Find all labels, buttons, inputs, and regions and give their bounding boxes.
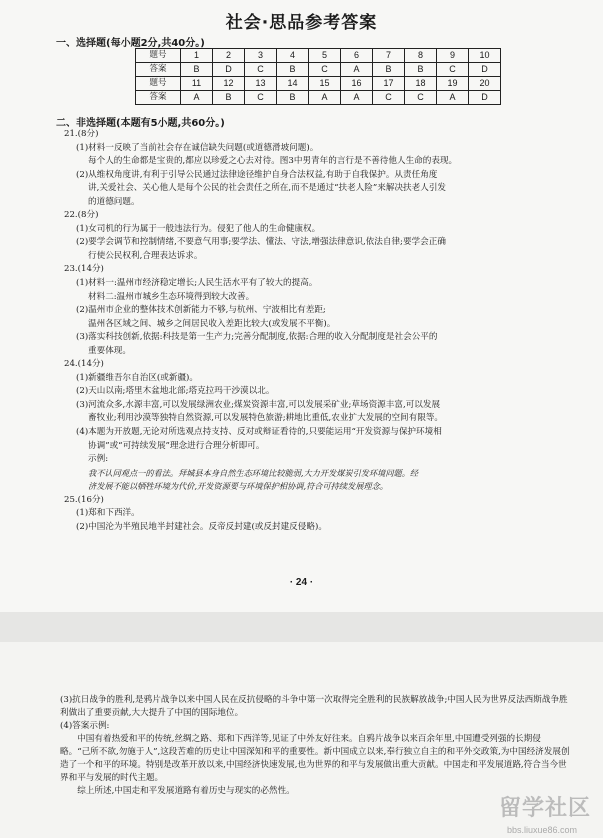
answer-line: (4)答案示例: (60, 721, 110, 731)
answer-line: (2)温州市企业的整体技术创新能力不够,与杭州、宁波相比有差距; (76, 305, 326, 316)
question-number: 21.(8分) (64, 129, 99, 139)
answer-table-cell: 20 (469, 77, 501, 91)
section-heading-choice: 一、选择题(每小题2分,共40分。) (56, 38, 205, 49)
answer-table-cell: 4 (277, 49, 309, 63)
answer-line: (2)天山以南;塔里木盆地北部;塔克拉玛干沙漠以北。 (76, 386, 275, 397)
answer-line: 重要体现。 (88, 345, 131, 356)
answer-line: (3)河流众多,水源丰富,可以发展绿洲农业;煤炭资源丰富,可以发展采矿业;草场资源丰富,可以发展 (76, 399, 441, 410)
answer-table-cell: A (309, 91, 341, 105)
answer-page-25-fragment (0, 642, 603, 838)
watermark-logo: 留学社区 (498, 796, 591, 821)
answer-table-cell: 8 (405, 49, 437, 63)
answer-table-cell: D (469, 63, 501, 77)
answer-table-cell: B (277, 63, 309, 77)
answer-line: (4)本题为开放题,无论对所选观点持支持、反对或辩证看待的,只要能运用“开发资源与保护环境相 (76, 427, 442, 438)
question-number: 23.(14分) (64, 264, 104, 275)
answer-table-cell: A (437, 91, 469, 105)
answer-line: 的道德问题。 (88, 196, 140, 207)
answer-line: (3)抗日战争的胜利,是鸦片战争以来中国人民在反抗侵略的斗争中第一次取得完全胜利的民族解放战争;中国人民为世界反法西斯战争胜利做出了重要贡献,大大提升了中国的国际地位。 (60, 695, 568, 718)
answer-line: 综上所述,中国走和平发展道路有着历史与现实的必然性。 (77, 786, 295, 796)
answer-table-cell: 12 (213, 77, 245, 91)
answer-body (64, 128, 564, 534)
answer-line: (1)材料一:温州市经济稳定增长;人民生活水平有了较大的提高。 (76, 278, 318, 289)
answer-table-cell: C (309, 63, 341, 77)
answer-table-row-label: 答案 (136, 63, 181, 77)
answer-table-row-label: 题号 (136, 77, 181, 91)
answer-table-row-label: 题号 (136, 49, 181, 63)
answer-line: 中国有着热爱和平的传统,丝绸之路、郑和下西洋等,见证了中外友好往来。自鸦片战争以来百余年里,中国遭受列强的长期侵略。“己所不欲,勿施于人”,这段苦难的历史让中国深知和平的重要性。新中国成立以来,奉行独立自主的和平外交政策,为中国经济发展创造了一个和平的环境。特别是改革开放以来,中国经济快速发展,也为世界的和平与发展做出重大贡献。中国走和平发展道路,符合当今世界和平与发展的时代主题。 (60, 734, 570, 783)
answer-table-cell: 1 (181, 49, 213, 63)
answer-table-cell: 15 (309, 77, 341, 91)
answer-table-cell: C (405, 91, 437, 105)
page-gap (0, 612, 603, 642)
answer-table-cell: C (437, 63, 469, 77)
answer-line: (2)中国沦为半殖民地半封建社会。反帝反封建(或反封建反侵略)。 (76, 521, 327, 532)
answer-table-row (136, 77, 501, 91)
answer-table-cell: 19 (437, 77, 469, 91)
answer-table-cell: 18 (405, 77, 437, 91)
answer-table-cell: C (245, 63, 277, 77)
answer-table-row (136, 91, 501, 105)
answer-line: (1)女司机的行为属于一般违法行为。侵犯了他人的生命健康权。 (76, 223, 321, 234)
page-title: 社会·思品参考答案 (225, 13, 378, 33)
question-number: 25.(16分) (64, 494, 104, 505)
answer-line: (2)从维权角度讲,有利于引导公民通过法律途径维护自身合法权益,有助于自我保护。从责任角度 (76, 169, 438, 180)
answer-table-cell: B (213, 91, 245, 105)
answer-table-cell: 2 (213, 49, 245, 63)
answer-line: (2)要学会调节和控制情绪,不要意气用事;要学法、懂法、守法,增强法律意识,依法自律;要学会正确 (76, 237, 446, 248)
answer-table-cell: 9 (437, 49, 469, 63)
answer-line: 示例: (88, 454, 109, 465)
answer-table-cell: 10 (469, 49, 501, 63)
answer-table-cell: C (245, 91, 277, 105)
question-number: 22.(8分) (64, 210, 99, 221)
answer-line: 我不认同观点一的看法。拜城县本身自然生态环境比较脆弱,大力开发煤炭引发环境问题。经 (88, 467, 419, 478)
section-heading-nonchoice: 二、非选择题(本题有5小题,共60分。) (56, 118, 225, 129)
answer-line: (1)新疆维吾尔自治区(或新疆)。 (76, 372, 199, 383)
answer-table-row (136, 63, 501, 77)
answer-table-cell: B (373, 63, 405, 77)
answer-line: 济发展不能以牺牲环境为代价,开发资源要与环境保护相协调,符合可持续发展理念。 (88, 481, 388, 492)
answer-table-cell: 14 (277, 77, 309, 91)
answer-line: 讲,关爱社会、关心他人是每个公民的社会责任之所在,而不是通过“扶老人险”来解决扶老人引发 (88, 183, 447, 194)
answer-continuation (60, 694, 570, 798)
answer-table-cell: A (181, 91, 213, 105)
answer-table-cell: C (373, 91, 405, 105)
answer-line: (3)落实科技创新,依据:科技是第一生产力;完善分配制度,依据:合理的收入分配制度是社会公平的 (76, 332, 438, 343)
answer-line: 畜牧业;利用沙漠等独特自然资源,可以发展特色旅游;耕地比重低,农业扩大发展的空间有限等。 (88, 413, 444, 424)
answer-table-cell: 13 (245, 77, 277, 91)
answer-table-cell: 7 (373, 49, 405, 63)
answer-table-cell: D (213, 63, 245, 77)
answer-table (135, 48, 501, 105)
answer-line: 每个人的生命都是宝贵的,都应以珍爱之心去对待。图3中男青年的言行是不善待他人生命的表现。 (88, 156, 458, 167)
answer-table-cell: 11 (181, 77, 213, 91)
watermark-url: bbs.liuxue86.com (506, 825, 577, 835)
answer-table-cell: 16 (341, 77, 373, 91)
answer-line: 协调”或“可持续发展”理念进行合理分析即可。 (88, 440, 265, 451)
answer-table-cell: B (181, 63, 213, 77)
answer-table-cell: B (405, 63, 437, 77)
answer-table-cell: A (341, 63, 373, 77)
answer-line: 行使公民权利,合理表达诉求。 (88, 250, 203, 261)
answer-line: 材料二:温州市城乡生态环境得到较大改善。 (88, 291, 255, 302)
answer-table-row (136, 49, 501, 63)
answer-table-cell: B (277, 91, 309, 105)
answer-table-cell: D (469, 91, 501, 105)
answer-table-row-label: 答案 (136, 91, 181, 105)
answer-line: (1)郑和下西洋。 (76, 508, 140, 519)
question-number: 24.(14分) (64, 359, 104, 370)
answer-table-cell: 17 (373, 77, 405, 91)
answer-table-cell: 3 (245, 49, 277, 63)
answer-line: 温州各区域之间、城乡之间居民收入差距比较大(或发展不平衡)。 (88, 318, 336, 329)
answer-line: (1)材料一反映了当前社会存在诚信缺失问题(或道德滑坡问题)。 (76, 142, 319, 153)
answer-table-cell: 6 (341, 49, 373, 63)
answer-table-cell: 5 (309, 49, 341, 63)
page-number: · 24 · (289, 577, 314, 588)
answer-table-cell: A (341, 91, 373, 105)
